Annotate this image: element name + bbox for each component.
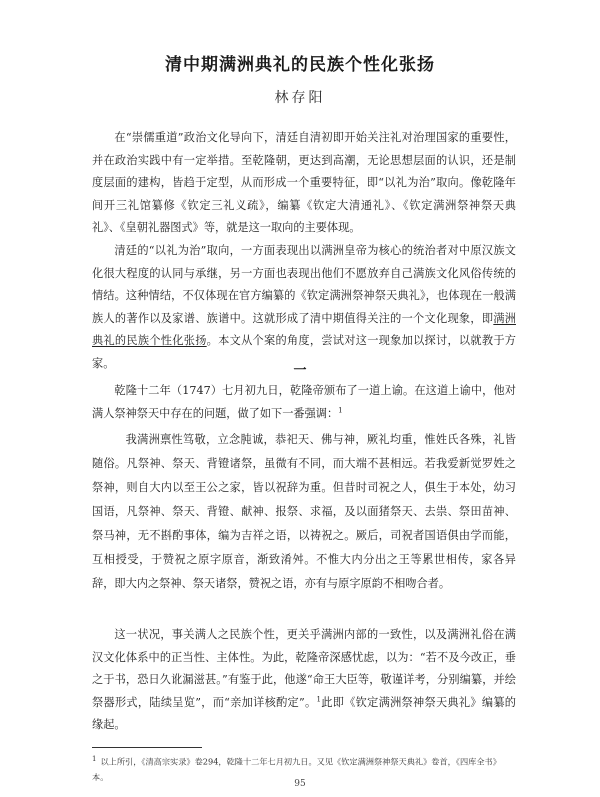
footnote-number: 1	[92, 755, 97, 763]
underlined-phrase: 满洲典礼的民族个性化张扬	[92, 311, 516, 347]
footnote: 1 以上所引，《清高宗实录》卷294，乾隆十二年七月初九日。又见《钦定满洲祭神祭天典礼》卷首，《四库全书》本。	[92, 755, 501, 782]
footnote-ref-2: 1	[316, 694, 321, 703]
paragraph-1: 在“崇儒重道”政治文化导向下，清廷自清初即开始关注礼对治理国家的重要性，并在政治实践中有一定举措。至乾隆朝，更达到高潮，无论思想层面的认识，还是制度层面的建构，皆趋于定型，从而形成一个重要特征，即“以礼为治”取向。像乾隆年间开三礼馆纂修《钦定三礼义疏》，编纂《钦定大清通礼》、《钦定满洲祭神祭天典礼》、《皇朝礼器图式》等，就是这一取向的主要体现。	[92, 131, 516, 234]
section-number: 一	[293, 363, 307, 378]
paragraph-2: 清廷的“以礼为治”取向，一方面表现出以满洲皇帝为核心的统治者对中原汉族文化很大程度的认同与承继，另一方面也表现出他们不愿放弃自己满族文化风俗传统的情结。这种情结，不仅体现在官方编纂的《钦定满洲祭神祭天典礼》，也体现在一般满族人的著作以及家谱、族谱中。这就形成了清中期值得关注的一个文化现象，即满洲典礼的民族个性化张扬。本文从个案的角度，尝试对这一现象加以探讨，以就教于方家。	[92, 244, 516, 370]
edict-quote: 我满洲禀性笃敬，立念肫诚，恭祀天、佛与神，厥礼均重，惟姓氏各殊，礼皆随俗。凡祭神、祭天、背镫诸祭，虽微有不同，而大端不甚相远。若我爱新觉罗姓之祭神，则自大内以至王公之家，皆以祝辞为重。但昔时司祝之人，俱生于本处，幼习国语，凡祭神、祭天、背镫、献神、报祭、求福，及以面猪祭天、去祟、祭田苗神、祭马神，无不斟酌事体，编为吉祥之语，以祷祝之。厥后，司祝者国语俱由学而能，互相授受，于赞祝之原字原音，渐致淆舛。不惟大内分出之王等累世相传，家各异辞，即大内之祭神、祭天诸祭，赞祝之语，亦有与原字原韵不相吻合者。	[92, 433, 516, 590]
author-name: 林存阳	[274, 90, 326, 106]
intro-paragraph: 乾隆十二年（1747）七月初九日，乾隆帝颁布了一道上谕。在这道上谕中，他对满人祭神祭天中存在的问题，做了如下一番强调：$^1$	[92, 384, 516, 420]
page-number: 95	[294, 779, 306, 789]
footnote-divider	[92, 747, 202, 748]
footnote-ref: 1	[338, 405, 343, 414]
conclusion-paragraph: 这一状况，事关满人之民族个性，更关乎满洲内部的一致性，以及满洲礼俗在满汉文化体系中的正当性、主体性。为此，乾隆帝深感忧虑，以为：“若不及今改正，垂之于书，恐日久讹漏滋甚。”有鉴于此，他遂“命王大臣等，敬谨详考，分别编纂，并绘祭器形式，陆续呈览”，而“亲加详核酌定”。$^1$此即《钦定满洲祭神祭天典礼》编纂的缘起。	[92, 628, 516, 731]
page-title: 清中期满洲典礼的民族个性化张扬	[165, 55, 435, 75]
